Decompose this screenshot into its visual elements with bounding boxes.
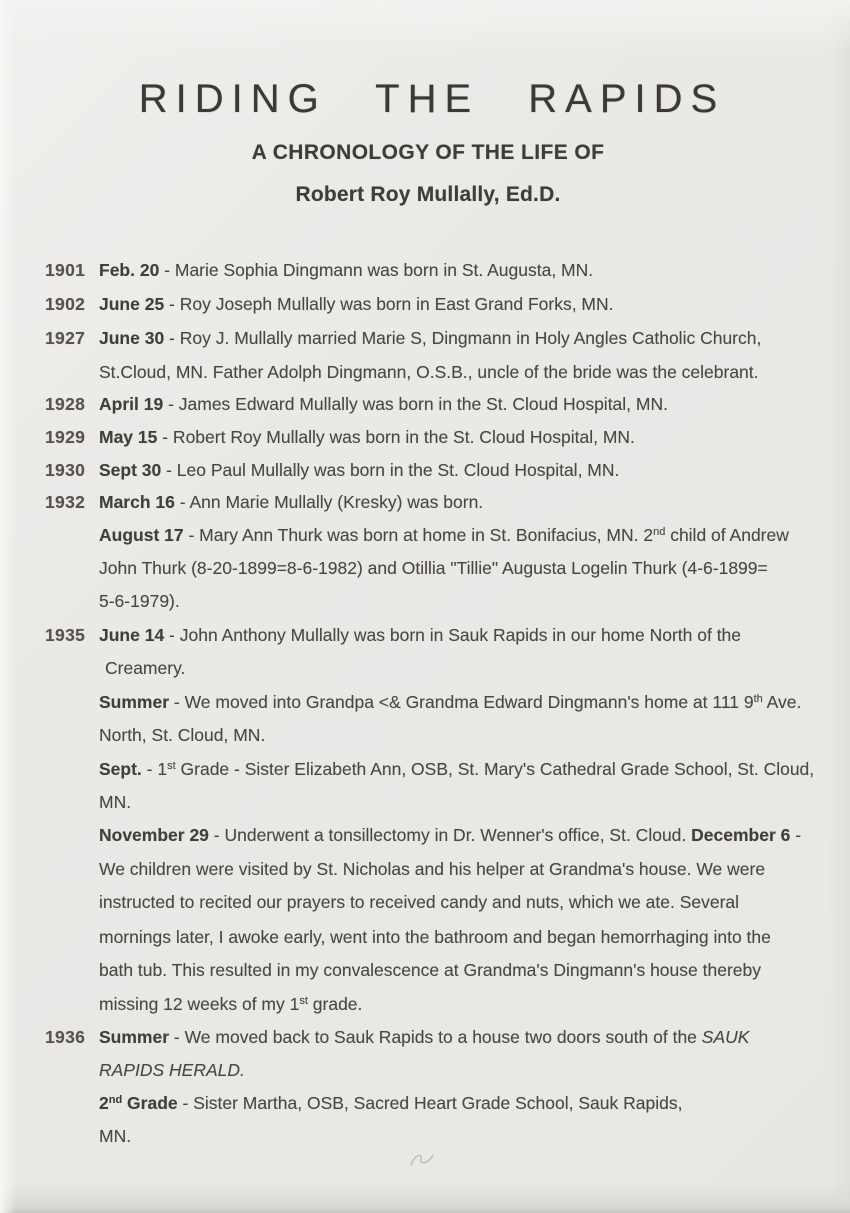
entry-text-segment: December 6 xyxy=(691,825,791,845)
chronology-entry-line xyxy=(99,929,771,947)
entry-text-segment: Grade xyxy=(122,1093,178,1113)
entry-text-segment: mornings later, I awoke early, went into the bathroom and began hemorrhaging into the xyxy=(99,927,771,947)
entry-text-segment: April 19 xyxy=(99,394,164,414)
entry-text-segment: 2 xyxy=(99,1093,109,1113)
document-subtitle: A CHRONOLOGY OF THE LIFE OF xyxy=(251,141,605,164)
chronology-entry-line xyxy=(99,694,801,712)
entry-text-segment: November 29 xyxy=(99,825,209,845)
chronology-entry-line xyxy=(99,861,765,879)
entry-text-segment: North, St. Cloud, MN. xyxy=(99,725,266,745)
chronology-entry-line xyxy=(99,527,789,545)
entry-year: 1902 xyxy=(45,294,86,314)
chronology-entry-line xyxy=(45,294,614,314)
entry-year: 1927 xyxy=(45,328,86,348)
entry-text-segment: Summer xyxy=(99,1027,170,1047)
entry-year: 1936 xyxy=(45,1027,86,1047)
pencil-mark xyxy=(408,1150,438,1170)
entry-text-segment: SAUK xyxy=(701,1027,750,1047)
entry-text-segment: child of Andrew xyxy=(665,525,789,545)
chronology-entry-line xyxy=(45,460,620,480)
chronology-entry-line xyxy=(105,660,185,678)
entry-year: 1901 xyxy=(45,260,86,280)
document-title: RIDING THE RAPIDS xyxy=(138,77,726,121)
entry-text-segment: May 15 xyxy=(99,427,158,447)
document-author: Robert Roy Mullally, Ed.D. xyxy=(295,183,561,206)
chronology-entry-line xyxy=(45,260,594,280)
entry-text-segment: th xyxy=(753,693,763,705)
entry-text-segment: RAPIDS HERALD. xyxy=(99,1060,245,1080)
chronology-entry-line xyxy=(99,894,739,912)
entry-text-segment: bath tub. This resulted in my convalescence at Grandma's Dingmann's house thereby xyxy=(99,960,761,980)
entry-text-segment: August 17 xyxy=(99,525,184,545)
entry-text-segment: - Roy Joseph Mullally was born in East Grand Forks, MN. xyxy=(164,294,614,314)
entry-text-segment: Feb. 20 xyxy=(99,260,160,280)
entry-text-segment: June 14 xyxy=(99,625,165,645)
chronology-entry-line xyxy=(45,492,484,512)
chronology-entry-line xyxy=(45,328,762,348)
entry-text-segment: June 25 xyxy=(99,294,165,314)
entry-text-segment: - We moved back to Sauk Rapids to a house two doors south of the xyxy=(169,1027,702,1047)
chronology-entry-line xyxy=(99,1095,682,1113)
entry-text-segment: - Sister Martha, OSB, Sacred Heart Grade School, Sauk Rapids, xyxy=(177,1093,683,1113)
entry-text-segment: - John Anthony Mullally was born in Sauk Rapids in our home North of the xyxy=(164,625,742,645)
entry-year: 1932 xyxy=(45,492,86,512)
chronology-entry-line xyxy=(99,1128,131,1146)
chronology-entry-line xyxy=(99,727,265,745)
entry-text-segment: Ave. xyxy=(762,692,802,712)
entry-text-segment: st xyxy=(299,995,308,1007)
chronology-entry-line xyxy=(45,1027,750,1047)
entry-text-segment: We children were visited by St. Nicholas and his helper at Grandma's house. We were xyxy=(99,859,766,879)
entry-text-segment: - Mary Ann Thurk was born at home in St. Bonifacius, MN. 2 xyxy=(183,525,654,545)
entry-text-segment: MN. xyxy=(99,792,132,812)
entry-text-segment: - Underwent a tonsillectomy in Dr. Wenner's office, St. Cloud. xyxy=(208,825,692,845)
entry-text-segment: - Robert Roy Mullally was born in the St. Cloud Hospital, MN. xyxy=(157,427,635,447)
chronology-entry-line xyxy=(45,625,742,645)
entry-text-segment: Summer xyxy=(99,692,170,712)
chronology-entry-line xyxy=(99,827,801,845)
chronology-entry-line xyxy=(99,560,768,578)
entry-text-segment: March 16 xyxy=(99,492,175,512)
entry-year: 1930 xyxy=(45,460,86,480)
entry-year: 1928 xyxy=(45,394,86,414)
chronology-entry-line xyxy=(99,794,131,812)
entry-text-segment: - Roy J. Mullally married Marie S, Dingmann in Holy Angles Catholic Church, xyxy=(164,328,762,348)
entry-text-segment: Grade - Sister Elizabeth Ann, OSB, St. Mary's Cathedral Grade School, St. Cloud, xyxy=(175,759,815,779)
entry-text-segment: - 1 xyxy=(141,759,168,779)
entry-year: 1935 xyxy=(45,625,86,645)
chronology-entry-line xyxy=(45,394,668,414)
entry-text-segment: - Ann Marie Mullally (Kresky) was born. xyxy=(174,492,484,512)
entry-text-segment: - James Edward Mullally was born in the St. Cloud Hospital, MN. xyxy=(163,394,668,414)
entry-text-segment: June 30 xyxy=(99,328,165,348)
entry-text-segment: - We moved into Grandpa <& Grandma Edward Dingmann's home at 111 9 xyxy=(169,692,754,712)
entry-text-segment: nd xyxy=(108,1094,123,1106)
entry-year: 1929 xyxy=(45,427,86,447)
entry-text-segment: Sept 30 xyxy=(99,460,162,480)
entry-text-segment: grade. xyxy=(307,994,363,1014)
chronology-entry-line xyxy=(99,364,759,382)
entry-text-segment: Sept. xyxy=(99,759,142,779)
entry-text-segment: missing 12 weeks of my 1 xyxy=(99,994,300,1014)
entry-text-segment: John Thurk (8-20-1899=8-6-1982) and Otillia "Tillie" Augusta Logelin Thurk (4-6-1899= xyxy=(99,558,768,578)
entry-text-segment: nd xyxy=(653,526,666,538)
chronology-entry-line xyxy=(99,593,180,611)
chronology-entry-line xyxy=(45,427,635,447)
entry-text-segment: instructed to recited our prayers to received candy and nuts, which we ate. Several xyxy=(99,892,740,912)
entry-text-segment: St.Cloud, MN. Father Adolph Dingmann, O.S.B., uncle of the bride was the celebrant. xyxy=(99,362,759,382)
entry-text-segment: - Marie Sophia Dingmann was born in St. Augusta, MN. xyxy=(159,260,594,280)
entry-text-segment: st xyxy=(167,760,176,772)
chronology-entry-line xyxy=(99,1062,245,1080)
entry-text-segment: - xyxy=(790,825,802,845)
chronology-entry-line xyxy=(99,996,362,1014)
entry-text-segment: Creamery. xyxy=(105,658,186,678)
chronology-entry-line xyxy=(99,962,761,980)
entry-text-segment: 5-6-1979). xyxy=(99,591,180,611)
chronology-entry-line xyxy=(99,761,814,779)
entry-text-segment: MN. xyxy=(99,1126,132,1146)
entry-text-segment: - Leo Paul Mullally was born in the St. Cloud Hospital, MN. xyxy=(161,460,620,480)
